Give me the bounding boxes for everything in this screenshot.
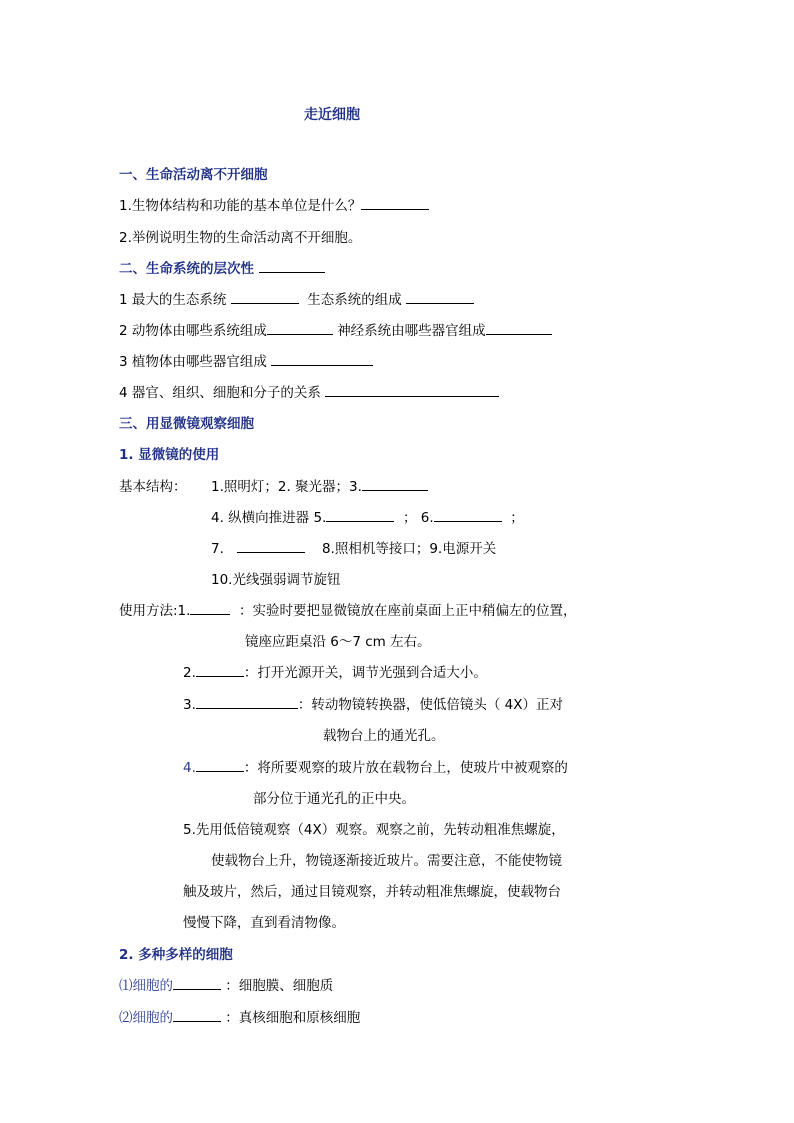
usage-step-4-cont: 部分位于通光孔的正中央。: [253, 791, 415, 807]
answer-blank[interactable]: [486, 321, 552, 335]
usage-step-5-line-2: 使载物台上升，物镜逐渐接近玻片。需要注意，不能使物镜: [211, 853, 562, 869]
usage-step-5-line-4: 慢慢下降，直到看清物像。: [183, 915, 345, 931]
answer-blank[interactable]: [190, 601, 230, 615]
structure-row-1: 1.照明灯；2. 聚光器；3.: [211, 477, 428, 497]
answer-blank[interactable]: [267, 321, 333, 335]
question-2-1: 1 最大的生态系统 生态系统的组成: [119, 290, 474, 310]
cell-question-2: ⑵细胞的 ：真核细胞和原核细胞: [119, 1010, 361, 1026]
structure-row-4: 10.光线强弱调节旋钮: [211, 572, 341, 588]
question-1-2: 2.举例说明生物的生命活动离不开细胞。: [119, 230, 362, 246]
usage-step-4: 4. ：将所要观察的玻片放在载物台上，使玻片中被观察的: [183, 760, 568, 776]
subsection-microscope: 1. 显微镜的使用: [119, 447, 220, 463]
section-1-heading: 一、生命活动离不开细胞: [119, 167, 268, 183]
cell-question-1: ⑴细胞的 ：细胞膜、细胞质: [119, 978, 334, 994]
answer-blank[interactable]: [231, 290, 299, 304]
answer-blank[interactable]: [196, 695, 298, 709]
answer-blank[interactable]: [173, 1008, 221, 1022]
answer-blank[interactable]: [196, 663, 244, 677]
usage-step-3: 3. ：转动物镜转换器，使低倍镜头（ 4X）正对: [183, 697, 564, 713]
answer-blank[interactable]: [434, 508, 502, 522]
question-2-3: 3 植物体由哪些器官组成: [119, 352, 373, 372]
structure-row-3: 7. 8.照相机等接口；9.电源开关: [211, 541, 497, 557]
structure-label: 基本结构：: [119, 479, 187, 495]
answer-blank[interactable]: [325, 383, 499, 397]
section-2-heading: 二、生命系统的层次性: [119, 259, 325, 279]
question-1-1: 1.生物体结构和功能的基本单位是什么？: [119, 196, 429, 216]
page-title: 走近细胞: [304, 107, 360, 123]
answer-blank[interactable]: [259, 259, 325, 273]
usage-step-2: 2. ：打开光源开关，调节光强到合适大小。: [183, 665, 487, 681]
answer-blank[interactable]: [237, 539, 305, 553]
question-2-4: 4 器官、组织、细胞和分子的关系: [119, 383, 499, 403]
usage-step-1-cont: 镜座应距桌沿 6～7 cm 左右。: [245, 634, 431, 650]
answer-blank[interactable]: [326, 508, 394, 522]
answer-blank[interactable]: [361, 196, 429, 210]
answer-blank[interactable]: [173, 976, 221, 990]
answer-blank[interactable]: [362, 477, 428, 491]
subsection-cells: 2. 多种多样的细胞: [119, 947, 233, 963]
usage-step-5-line-3: 触及玻片，然后，通过目镜观察，并转动粗准焦螺旋，使载物台: [183, 884, 561, 900]
section-3-heading: 三、用显微镜观察细胞: [119, 416, 254, 432]
answer-blank[interactable]: [271, 352, 373, 366]
usage-step-5: 5.先用低倍镜观察（4X）观察。观察之前，先转动粗准焦螺旋，: [183, 822, 565, 838]
answer-blank[interactable]: [196, 758, 244, 772]
structure-row-2: 4. 纵横向推进器 5. ； 6. ；: [211, 510, 524, 526]
usage-step-1: 使用方法:1. ：实验时要把显微镜放在座前桌面上正中稍偏左的位置，: [119, 603, 577, 619]
answer-blank[interactable]: [406, 290, 474, 304]
usage-step-3-cont: 载物台上的通光孔。: [323, 728, 445, 744]
question-2-2: 2 动物体由哪些系统组成 神经系统由哪些器官组成: [119, 321, 552, 341]
